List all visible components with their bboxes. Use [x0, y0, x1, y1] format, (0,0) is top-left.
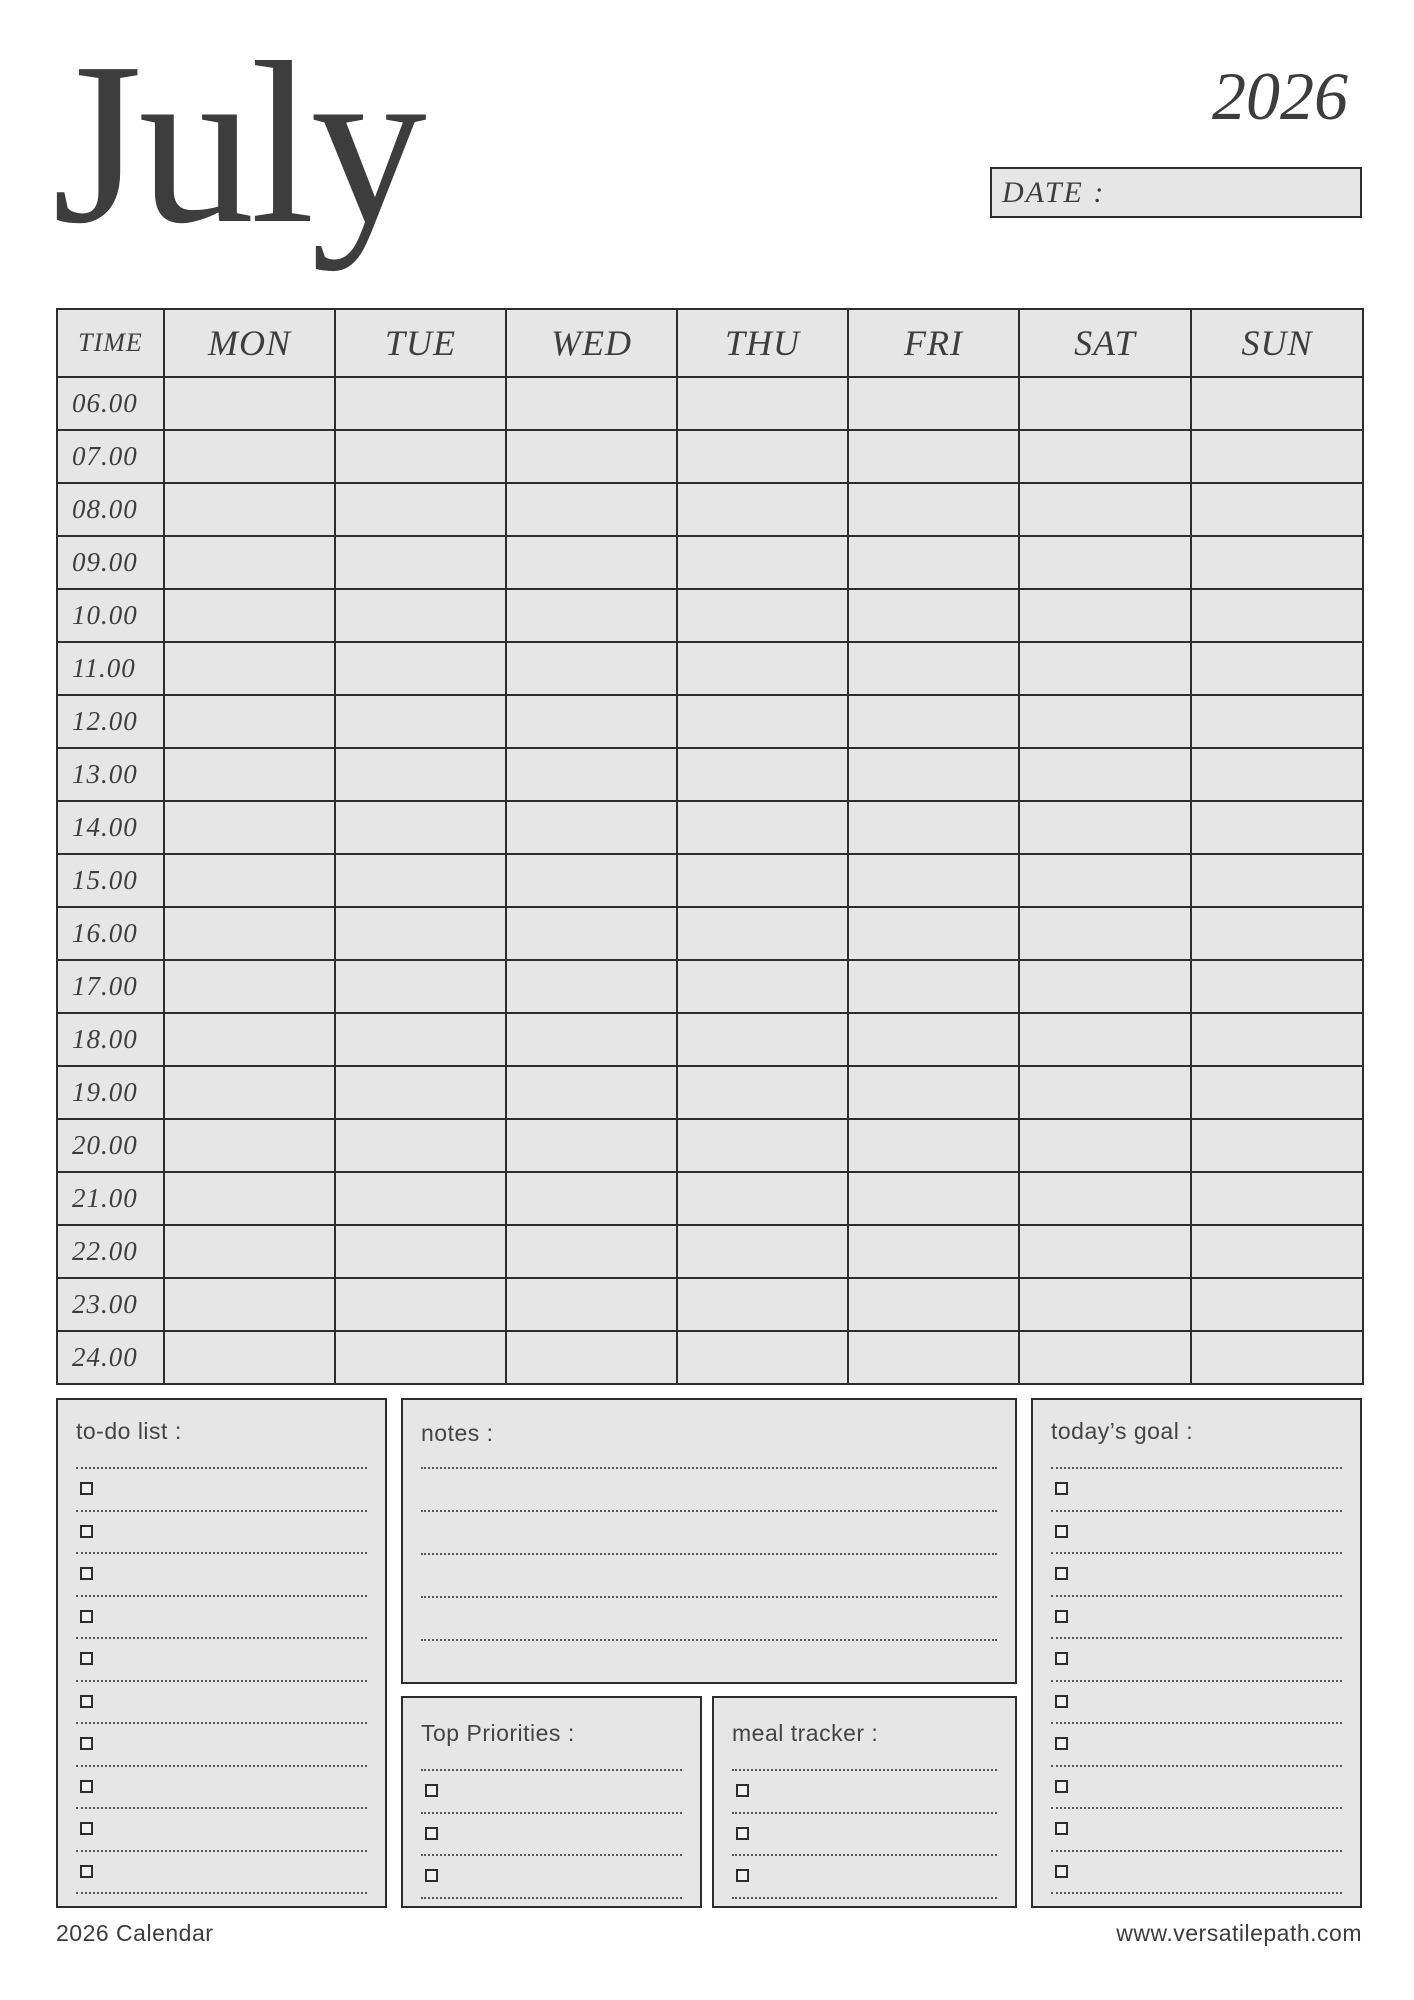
schedule-cell-tue[interactable] — [335, 1119, 506, 1172]
schedule-cell-fri[interactable] — [848, 377, 1019, 430]
dotted-line — [732, 1897, 997, 1899]
schedule-cell-sat[interactable] — [1019, 642, 1191, 695]
time-slot-label: 17.00 — [57, 960, 164, 1013]
schedule-cell-thu[interactable] — [677, 854, 848, 907]
schedule-row — [57, 377, 1363, 430]
schedule-cell-wed[interactable] — [506, 377, 677, 430]
schedule-cell-thu[interactable] — [677, 1013, 848, 1066]
time-slot-label: 21.00 — [57, 1172, 164, 1225]
schedule-cell-tue[interactable] — [335, 1066, 506, 1119]
schedule-cell-sun[interactable] — [1191, 960, 1363, 1013]
dotted-line — [421, 1553, 997, 1555]
dotted-line — [1051, 1510, 1342, 1512]
schedule-cell-sat[interactable] — [1019, 536, 1191, 589]
schedule-cell-mon[interactable] — [164, 1066, 335, 1119]
dotted-line — [1051, 1850, 1342, 1852]
dotted-line — [76, 1765, 367, 1767]
schedule-cell-fri[interactable] — [848, 960, 1019, 1013]
schedule-cell-sat[interactable] — [1019, 1278, 1191, 1331]
schedule-cell-fri[interactable] — [848, 1278, 1019, 1331]
schedule-cell-wed[interactable] — [506, 589, 677, 642]
schedule-cell-thu[interactable] — [677, 1225, 848, 1278]
schedule-row — [57, 536, 1363, 589]
checkbox[interactable] — [80, 1567, 93, 1580]
time-slot-label: 19.00 — [57, 1066, 164, 1119]
meal-tracker-title: meal tracker : — [732, 1720, 879, 1746]
time-slot-label: 10.00 — [57, 589, 164, 642]
schedule-cell-wed[interactable] — [506, 748, 677, 801]
dotted-line — [76, 1595, 367, 1597]
schedule-cell-thu[interactable] — [677, 1119, 848, 1172]
schedule-cell-tue[interactable] — [335, 536, 506, 589]
footer-left-text: 2026 Calendar — [56, 1920, 214, 1946]
schedule-cell-sun[interactable] — [1191, 589, 1363, 642]
schedule-cell-wed[interactable] — [506, 1066, 677, 1119]
schedule-cell-sat[interactable] — [1019, 1119, 1191, 1172]
day-header-sun: SUN — [1191, 309, 1363, 377]
schedule-cell-sat[interactable] — [1019, 748, 1191, 801]
schedule-cell-tue[interactable] — [335, 483, 506, 536]
schedule-cell-fri[interactable] — [848, 642, 1019, 695]
day-header-wed: WED — [506, 309, 677, 377]
schedule-cell-thu[interactable] — [677, 695, 848, 748]
schedule-row — [57, 483, 1363, 536]
notes-title: notes : — [421, 1420, 494, 1446]
schedule-cell-mon[interactable] — [164, 695, 335, 748]
schedule-cell-wed[interactable] — [506, 483, 677, 536]
schedule-cell-thu[interactable] — [677, 1278, 848, 1331]
checkbox[interactable] — [80, 1610, 93, 1623]
checkbox[interactable] — [425, 1869, 438, 1882]
dotted-line — [76, 1552, 367, 1554]
schedule-cell-sun[interactable] — [1191, 1331, 1363, 1384]
schedule-cell-fri[interactable] — [848, 1225, 1019, 1278]
schedule-cell-sun[interactable] — [1191, 1066, 1363, 1119]
schedule-cell-sun[interactable] — [1191, 854, 1363, 907]
checkbox[interactable] — [736, 1827, 749, 1840]
checkbox[interactable] — [1055, 1652, 1068, 1665]
time-slot-label: 11.00 — [57, 642, 164, 695]
schedule-cell-thu[interactable] — [677, 642, 848, 695]
schedule-cell-sat[interactable] — [1019, 1225, 1191, 1278]
time-slot-label: 22.00 — [57, 1225, 164, 1278]
schedule-cell-tue[interactable] — [335, 695, 506, 748]
weekly-schedule-grid — [56, 308, 1364, 1385]
dotted-line — [1051, 1637, 1342, 1639]
schedule-cell-wed[interactable] — [506, 1119, 677, 1172]
todays-goal-title: today’s goal : — [1051, 1418, 1194, 1444]
schedule-row — [57, 1172, 1363, 1225]
checkbox[interactable] — [1055, 1737, 1068, 1750]
schedule-cell-thu[interactable] — [677, 1066, 848, 1119]
checkbox[interactable] — [1055, 1567, 1068, 1580]
schedule-cell-tue[interactable] — [335, 907, 506, 960]
dotted-line — [1051, 1552, 1342, 1554]
schedule-cell-mon[interactable] — [164, 854, 335, 907]
day-header-fri: FRI — [848, 309, 1019, 377]
notes-panel[interactable] — [401, 1398, 1017, 1684]
checkbox[interactable] — [736, 1869, 749, 1882]
time-slot-label: 24.00 — [57, 1331, 164, 1384]
schedule-cell-fri[interactable] — [848, 1066, 1019, 1119]
schedule-cell-sat[interactable] — [1019, 483, 1191, 536]
schedule-cell-fri[interactable] — [848, 1013, 1019, 1066]
schedule-cell-fri[interactable] — [848, 1331, 1019, 1384]
top-priorities-title: Top Priorities : — [421, 1720, 575, 1746]
schedule-cell-fri[interactable] — [848, 589, 1019, 642]
schedule-row — [57, 1278, 1363, 1331]
checkbox[interactable] — [1055, 1610, 1068, 1623]
schedule-cell-thu[interactable] — [677, 748, 848, 801]
schedule-cell-tue[interactable] — [335, 1331, 506, 1384]
schedule-cell-fri[interactable] — [848, 1119, 1019, 1172]
dotted-line — [76, 1722, 367, 1724]
schedule-row — [57, 430, 1363, 483]
dotted-line — [421, 1510, 997, 1512]
schedule-cell-fri[interactable] — [848, 748, 1019, 801]
schedule-cell-sun[interactable] — [1191, 1119, 1363, 1172]
schedule-cell-mon[interactable] — [164, 1172, 335, 1225]
dotted-line — [732, 1854, 997, 1856]
todo-list-title: to-do list : — [76, 1418, 182, 1444]
day-header-sat: SAT — [1019, 309, 1191, 377]
schedule-cell-mon[interactable] — [164, 1278, 335, 1331]
schedule-cell-sat[interactable] — [1019, 377, 1191, 430]
schedule-cell-fri[interactable] — [848, 801, 1019, 854]
schedule-cell-wed[interactable] — [506, 642, 677, 695]
date-label: DATE : — [1002, 176, 1106, 209]
schedule-cell-mon[interactable] — [164, 1013, 335, 1066]
schedule-row — [57, 642, 1363, 695]
schedule-cell-sat[interactable] — [1019, 695, 1191, 748]
dotted-line — [421, 1897, 682, 1899]
schedule-cell-sun[interactable] — [1191, 536, 1363, 589]
schedule-cell-mon[interactable] — [164, 642, 335, 695]
time-slot-label: 15.00 — [57, 854, 164, 907]
schedule-cell-wed[interactable] — [506, 801, 677, 854]
schedule-cell-tue[interactable] — [335, 1225, 506, 1278]
dotted-line — [732, 1769, 997, 1771]
dotted-line — [421, 1812, 682, 1814]
checkbox[interactable] — [425, 1784, 438, 1797]
schedule-cell-mon[interactable] — [164, 801, 335, 854]
day-header-mon: MON — [164, 309, 335, 377]
schedule-cell-mon[interactable] — [164, 1119, 335, 1172]
schedule-cell-wed[interactable] — [506, 854, 677, 907]
schedule-cell-fri[interactable] — [848, 907, 1019, 960]
schedule-cell-wed[interactable] — [506, 907, 677, 960]
schedule-cell-thu[interactable] — [677, 801, 848, 854]
time-slot-label: 20.00 — [57, 1119, 164, 1172]
dotted-line — [421, 1854, 682, 1856]
checkbox[interactable] — [1055, 1865, 1068, 1878]
year-label: 2026 — [1212, 58, 1348, 134]
schedule-cell-thu[interactable] — [677, 960, 848, 1013]
dotted-line — [1051, 1595, 1342, 1597]
schedule-cell-sat[interactable] — [1019, 589, 1191, 642]
checkbox[interactable] — [80, 1865, 93, 1878]
schedule-cell-fri[interactable] — [848, 1172, 1019, 1225]
time-slot-label: 13.00 — [57, 748, 164, 801]
time-slot-label: 23.00 — [57, 1278, 164, 1331]
schedule-row — [57, 960, 1363, 1013]
schedule-header-row — [57, 309, 1363, 377]
dotted-line — [1051, 1765, 1342, 1767]
time-column-header: TIME — [57, 309, 164, 377]
schedule-cell-sun[interactable] — [1191, 748, 1363, 801]
day-header-tue: TUE — [335, 309, 506, 377]
schedule-cell-sat[interactable] — [1019, 1066, 1191, 1119]
dotted-line — [76, 1680, 367, 1682]
schedule-cell-tue[interactable] — [335, 1278, 506, 1331]
dotted-line — [421, 1596, 997, 1598]
schedule-cell-sun[interactable] — [1191, 377, 1363, 430]
dotted-line — [421, 1769, 682, 1771]
time-slot-label: 14.00 — [57, 801, 164, 854]
schedule-cell-mon[interactable] — [164, 589, 335, 642]
schedule-cell-fri[interactable] — [848, 483, 1019, 536]
schedule-cell-tue[interactable] — [335, 1172, 506, 1225]
schedule-row — [57, 801, 1363, 854]
schedule-cell-wed[interactable] — [506, 536, 677, 589]
schedule-cell-mon[interactable] — [164, 960, 335, 1013]
schedule-cell-thu[interactable] — [677, 1172, 848, 1225]
schedule-row — [57, 907, 1363, 960]
schedule-row — [57, 1331, 1363, 1384]
dotted-line — [76, 1637, 367, 1639]
schedule-cell-tue[interactable] — [335, 642, 506, 695]
schedule-cell-thu[interactable] — [677, 1331, 848, 1384]
dotted-line — [76, 1850, 367, 1852]
dotted-line — [421, 1639, 997, 1641]
schedule-cell-sat[interactable] — [1019, 1172, 1191, 1225]
schedule-cell-thu[interactable] — [677, 377, 848, 430]
schedule-cell-sat[interactable] — [1019, 430, 1191, 483]
schedule-cell-wed[interactable] — [506, 1225, 677, 1278]
schedule-row — [57, 854, 1363, 907]
schedule-row — [57, 748, 1363, 801]
dotted-line — [421, 1467, 997, 1469]
schedule-cell-mon[interactable] — [164, 907, 335, 960]
dotted-line — [1051, 1722, 1342, 1724]
schedule-cell-wed[interactable] — [506, 1331, 677, 1384]
time-slot-label: 06.00 — [57, 377, 164, 430]
time-slot-label: 12.00 — [57, 695, 164, 748]
schedule-cell-mon[interactable] — [164, 1225, 335, 1278]
dotted-line — [732, 1812, 997, 1814]
schedule-cell-fri[interactable] — [848, 430, 1019, 483]
checkbox[interactable] — [1055, 1695, 1068, 1708]
dotted-line — [1051, 1807, 1342, 1809]
time-slot-label: 18.00 — [57, 1013, 164, 1066]
checkbox[interactable] — [425, 1827, 438, 1840]
time-slot-label: 16.00 — [57, 907, 164, 960]
checkbox[interactable] — [80, 1525, 93, 1538]
time-slot-label: 09.00 — [57, 536, 164, 589]
checkbox[interactable] — [80, 1822, 93, 1835]
schedule-cell-wed[interactable] — [506, 1013, 677, 1066]
schedule-cell-thu[interactable] — [677, 430, 848, 483]
schedule-cell-wed[interactable] — [506, 960, 677, 1013]
schedule-row — [57, 695, 1363, 748]
schedule-cell-sun[interactable] — [1191, 642, 1363, 695]
checkbox[interactable] — [80, 1780, 93, 1793]
schedule-cell-tue[interactable] — [335, 589, 506, 642]
schedule-cell-sat[interactable] — [1019, 854, 1191, 907]
schedule-cell-wed[interactable] — [506, 1278, 677, 1331]
checkbox[interactable] — [80, 1652, 93, 1665]
schedule-cell-sat[interactable] — [1019, 907, 1191, 960]
todays-goal-panel — [1031, 1398, 1362, 1908]
schedule-cell-mon[interactable] — [164, 748, 335, 801]
schedule-cell-wed[interactable] — [506, 695, 677, 748]
dotted-line — [1051, 1467, 1342, 1469]
schedule-cell-fri[interactable] — [848, 695, 1019, 748]
month-title: July — [52, 15, 423, 272]
schedule-row — [57, 589, 1363, 642]
schedule-cell-sun[interactable] — [1191, 430, 1363, 483]
dotted-line — [1051, 1680, 1342, 1682]
schedule-cell-thu[interactable] — [677, 907, 848, 960]
checkbox[interactable] — [736, 1784, 749, 1797]
schedule-cell-sat[interactable] — [1019, 1013, 1191, 1066]
schedule-cell-mon[interactable] — [164, 377, 335, 430]
meal-tracker-panel — [712, 1696, 1017, 1908]
schedule-cell-sun[interactable] — [1191, 695, 1363, 748]
schedule-row — [57, 1013, 1363, 1066]
dotted-line — [76, 1467, 367, 1469]
dotted-line — [76, 1807, 367, 1809]
schedule-cell-sat[interactable] — [1019, 801, 1191, 854]
checkbox[interactable] — [1055, 1482, 1068, 1495]
footer-website: www.versatilepath.com — [1116, 1920, 1362, 1946]
schedule-cell-sun[interactable] — [1191, 1013, 1363, 1066]
checkbox[interactable] — [1055, 1822, 1068, 1835]
schedule-cell-tue[interactable] — [335, 1013, 506, 1066]
time-slot-label: 08.00 — [57, 483, 164, 536]
schedule-cell-sat[interactable] — [1019, 1331, 1191, 1384]
schedule-cell-wed[interactable] — [506, 430, 677, 483]
schedule-cell-sun[interactable] — [1191, 483, 1363, 536]
dotted-line — [76, 1892, 367, 1894]
schedule-row — [57, 1119, 1363, 1172]
top-priorities-panel — [401, 1696, 702, 1908]
day-header-thu: THU — [677, 309, 848, 377]
schedule-cell-tue[interactable] — [335, 377, 506, 430]
time-slot-label: 07.00 — [57, 430, 164, 483]
schedule-cell-tue[interactable] — [335, 854, 506, 907]
schedule-cell-sun[interactable] — [1191, 907, 1363, 960]
schedule-cell-thu[interactable] — [677, 536, 848, 589]
schedule-cell-tue[interactable] — [335, 801, 506, 854]
schedule-row — [57, 1066, 1363, 1119]
schedule-row — [57, 1225, 1363, 1278]
schedule-cell-mon[interactable] — [164, 483, 335, 536]
schedule-cell-sun[interactable] — [1191, 1172, 1363, 1225]
checkbox[interactable] — [80, 1695, 93, 1708]
dotted-line — [76, 1510, 367, 1512]
schedule-cell-mon[interactable] — [164, 430, 335, 483]
checkbox[interactable] — [80, 1737, 93, 1750]
schedule-cell-sat[interactable] — [1019, 960, 1191, 1013]
schedule-cell-fri[interactable] — [848, 536, 1019, 589]
schedule-cell-tue[interactable] — [335, 960, 506, 1013]
date-field[interactable] — [990, 167, 1362, 218]
dotted-line — [1051, 1892, 1342, 1894]
schedule-cell-mon[interactable] — [164, 536, 335, 589]
checkbox[interactable] — [80, 1482, 93, 1495]
todo-list-panel — [56, 1398, 387, 1908]
schedule-cell-sun[interactable] — [1191, 1278, 1363, 1331]
schedule-cell-sun[interactable] — [1191, 1225, 1363, 1278]
schedule-cell-thu[interactable] — [677, 589, 848, 642]
schedule-cell-fri[interactable] — [848, 854, 1019, 907]
schedule-cell-wed[interactable] — [506, 1172, 677, 1225]
checkbox[interactable] — [1055, 1525, 1068, 1538]
schedule-cell-sun[interactable] — [1191, 801, 1363, 854]
schedule-cell-mon[interactable] — [164, 1331, 335, 1384]
checkbox[interactable] — [1055, 1780, 1068, 1793]
schedule-cell-tue[interactable] — [335, 430, 506, 483]
schedule-cell-tue[interactable] — [335, 748, 506, 801]
schedule-cell-thu[interactable] — [677, 483, 848, 536]
